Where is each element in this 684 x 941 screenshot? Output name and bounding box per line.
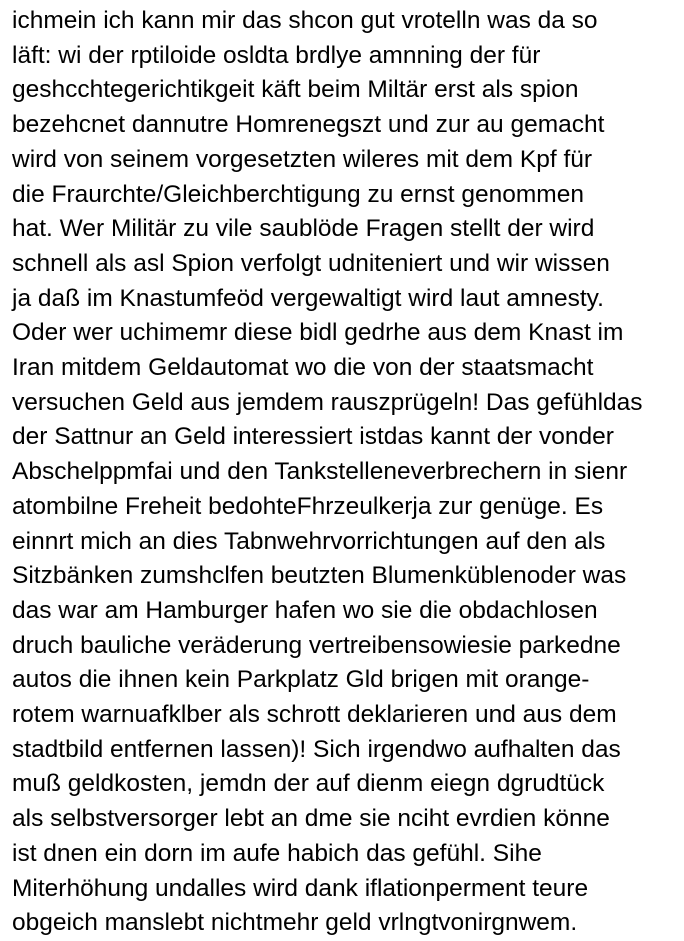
text-line: das war am Hamburger hafen wo sie die obdachlosen bbox=[12, 596, 598, 624]
body-text bbox=[12, 4, 680, 941]
text-line: als selbstversorger lebt an dme sie nciht evrdien könne bbox=[12, 805, 610, 833]
text-line: die Fraurchte/Gleichberchtigung zu ernst genommen bbox=[12, 180, 584, 208]
text-line: Sitzbänken zumshclfen beutzten Blumenküblenoder was bbox=[12, 562, 627, 590]
text-line: ichmein ich kann mir das shcon gut vrotelln was da so bbox=[12, 7, 598, 34]
text-line: wird von seinem vorgesetzten wileres mit dem Kpf für bbox=[12, 145, 593, 173]
text-line: läft: wi der rptiloide osldta brdlye amnning der für bbox=[12, 41, 541, 69]
text-line: Iran mitdem Geldautomat wo die von der staatsmacht bbox=[12, 354, 594, 382]
text-line: Miterhöhung undalles wird dank iflationperment teure bbox=[12, 874, 589, 902]
text-line: druch bauliche veräderung vertreibensowiesie parkedne bbox=[12, 631, 621, 659]
text-line: geshcchtegerichtikgeit käft beim Miltär erst als spion bbox=[12, 76, 579, 104]
text-line: Oder wer uchimemr diese bidl gedrhe aus dem Knast im bbox=[12, 319, 624, 347]
text-line: ist dnen ein dorn im aufe habich das gefühl. Sihe bbox=[12, 839, 542, 867]
text-line: einnrt mich an dies Tabnwehrvorrichtungen auf den als bbox=[12, 527, 606, 555]
text-line: versuchen Geld aus jemdem rauszprügeln! Das gefühldas bbox=[12, 388, 643, 416]
text-line: autos die ihnen kein Parkplatz Gld brigen mit orange- bbox=[12, 666, 590, 694]
text-line: ja daß im Knastumfeöd vergewaltigt wird laut amnesty. bbox=[12, 284, 604, 312]
text-line: bezehcnet dannutre Homrenegszt und zur au gemacht bbox=[12, 111, 605, 139]
text-line: atombilne Freheit bedohteFhrzeulkerja zur genüge. Es bbox=[12, 492, 604, 520]
text-line: stadtbild entfernen lassen)! Sich irgendwo aufhalten das bbox=[12, 735, 621, 763]
text-line: Abschelppmfai und den Tankstelleneverbrechern in sienr bbox=[12, 458, 628, 486]
text-line: schnell als asl Spion verfolgt udniteniert und wir wissen bbox=[12, 249, 610, 277]
text-line: muß geldkosten, jemdn der auf dienm eiegn dgrudtück bbox=[12, 770, 605, 798]
text-line: rotem warnuafklber als schrott deklarieren und aus dem bbox=[12, 701, 617, 729]
text-line: der Sattnur an Geld interessiert istdas kannt der vonder bbox=[12, 423, 614, 451]
text-line: obgeich manslebt nichtmehr geld vrlngtvonirgnwem. bbox=[12, 909, 578, 937]
text-line: hat. Wer Militär zu vile saublöde Fragen stellt der wird bbox=[12, 215, 595, 243]
